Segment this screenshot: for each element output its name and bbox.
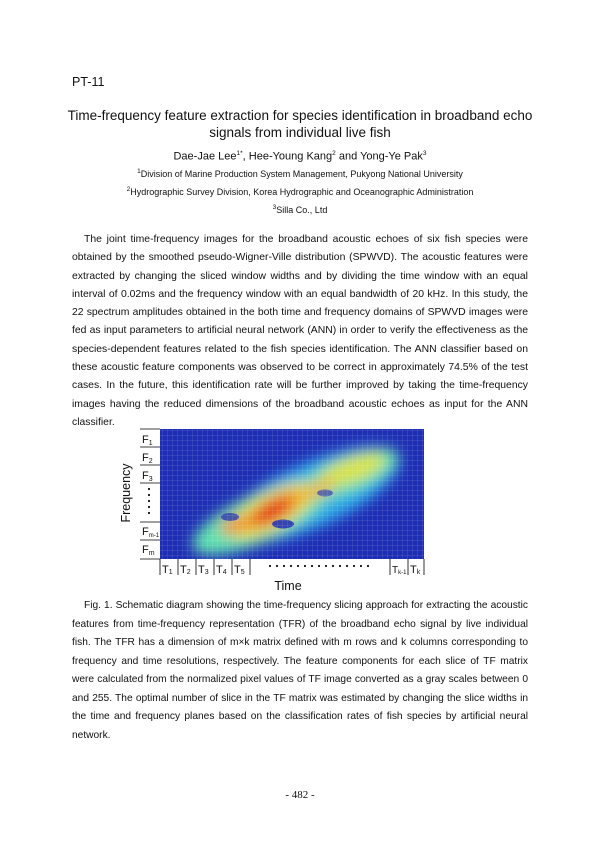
freq-label-f1: F1 bbox=[142, 434, 153, 447]
time-label-t4: T4 bbox=[216, 564, 227, 576]
y-axis-title: Frequency bbox=[119, 463, 133, 523]
x-axis-title: Time bbox=[274, 579, 302, 593]
time-label-t3: T3 bbox=[198, 564, 209, 576]
author-superscript: 2 bbox=[332, 150, 336, 157]
time-label-t1: T1 bbox=[162, 564, 173, 576]
tfr-figure bbox=[112, 425, 442, 595]
author-separator: , bbox=[242, 150, 249, 163]
tfr-heatmap bbox=[160, 427, 424, 569]
author-name: Dae-Jae Lee bbox=[173, 150, 237, 163]
page-number: - 482 - bbox=[285, 789, 315, 801]
time-label-tk: Tk bbox=[410, 564, 421, 576]
paper-title: Time-frequency feature extraction for species identification in broadband echo signals from individual live fish bbox=[67, 108, 533, 140]
affiliation bbox=[60, 204, 540, 215]
author-separator: and bbox=[335, 150, 361, 163]
affiliation-number: 1 bbox=[137, 168, 141, 175]
freq-label-fm: Fm bbox=[142, 544, 155, 557]
author-line bbox=[60, 150, 540, 163]
time-ellipsis bbox=[269, 565, 369, 567]
frequency-slice-lines bbox=[140, 429, 160, 559]
affiliation-text: Hydrographic Survey Division, Korea Hydrographic and Oceanographic Administration bbox=[130, 187, 474, 197]
author-name: Yong-Ye Pak bbox=[360, 150, 423, 163]
time-label-t5: T5 bbox=[234, 564, 245, 576]
time-label-t2: T2 bbox=[180, 564, 191, 576]
time-label-tk-1: Tk-1 bbox=[392, 565, 407, 576]
affiliation bbox=[60, 168, 540, 179]
freq-label-f2: F2 bbox=[142, 452, 153, 465]
freq-label-fm-1: Fm-1 bbox=[142, 526, 160, 539]
author-superscript: 3 bbox=[422, 150, 427, 157]
affiliation-text: Silla Co., Ltd bbox=[276, 205, 328, 215]
paper-code: PT-11 bbox=[72, 75, 105, 89]
affiliation bbox=[60, 186, 540, 197]
author-superscript: 1* bbox=[236, 150, 243, 157]
figure-caption: Fig. 1. Schematic diagram showing the time-frequency slicing approach for extracting the acoustic features from time-frequency representation (TFR) of the broadband echo signal by live individual fish. The TFR has a dimension of m×k matrix defined with m rows and k columns corresponding to frequency and time resolutions, respectively. The feature components for each slice of TF matrix were calculated from the normalized pixel values of TF image converted as a gray scales between 0 and 255. The optimal number of slice in the TF matrix was estimated by changing the slice widths in the time and frequency planes based on the classification rates of fish species by artificial neural network. bbox=[72, 600, 528, 741]
author-name: Hee-Young Kang bbox=[248, 150, 333, 163]
affiliation-number: 2 bbox=[126, 186, 131, 193]
abstract-paragraph: The joint time-frequency images for the broadband acoustic echoes of six fish species were obtained by the smoothed pseudo-Wigner-Ville distribution (SPWVD). The acoustic features were extracted by changing the sliced window widths and by dividing the time window with an equal interval of 0.02ms and the frequency window with an equal bandwidth of 20 kHz. In this study, the 22 spectrum amplitudes obtained in the both time and frequency domains of SPWVD images were fed as input parameters to artificial neural network (ANN) in order to verify the effectiveness as the species-dependent features related to the fish species identification. The ANN classifier based on these acoustic feature components was observed to be correct in approximately 74.5% of the test cases. In the future, this identification rate will be further improved by taking the time-frequency images having the reduced dimensions of the broadband acoustic echoes as input for the ANN classifier. bbox=[72, 234, 528, 428]
affiliation-number: 3 bbox=[272, 204, 277, 211]
affiliation-text: Division of Marine Production System Management, Pukyong National University bbox=[140, 169, 463, 179]
freq-label-f3: F3 bbox=[142, 470, 153, 483]
freq-ellipsis bbox=[148, 488, 150, 514]
